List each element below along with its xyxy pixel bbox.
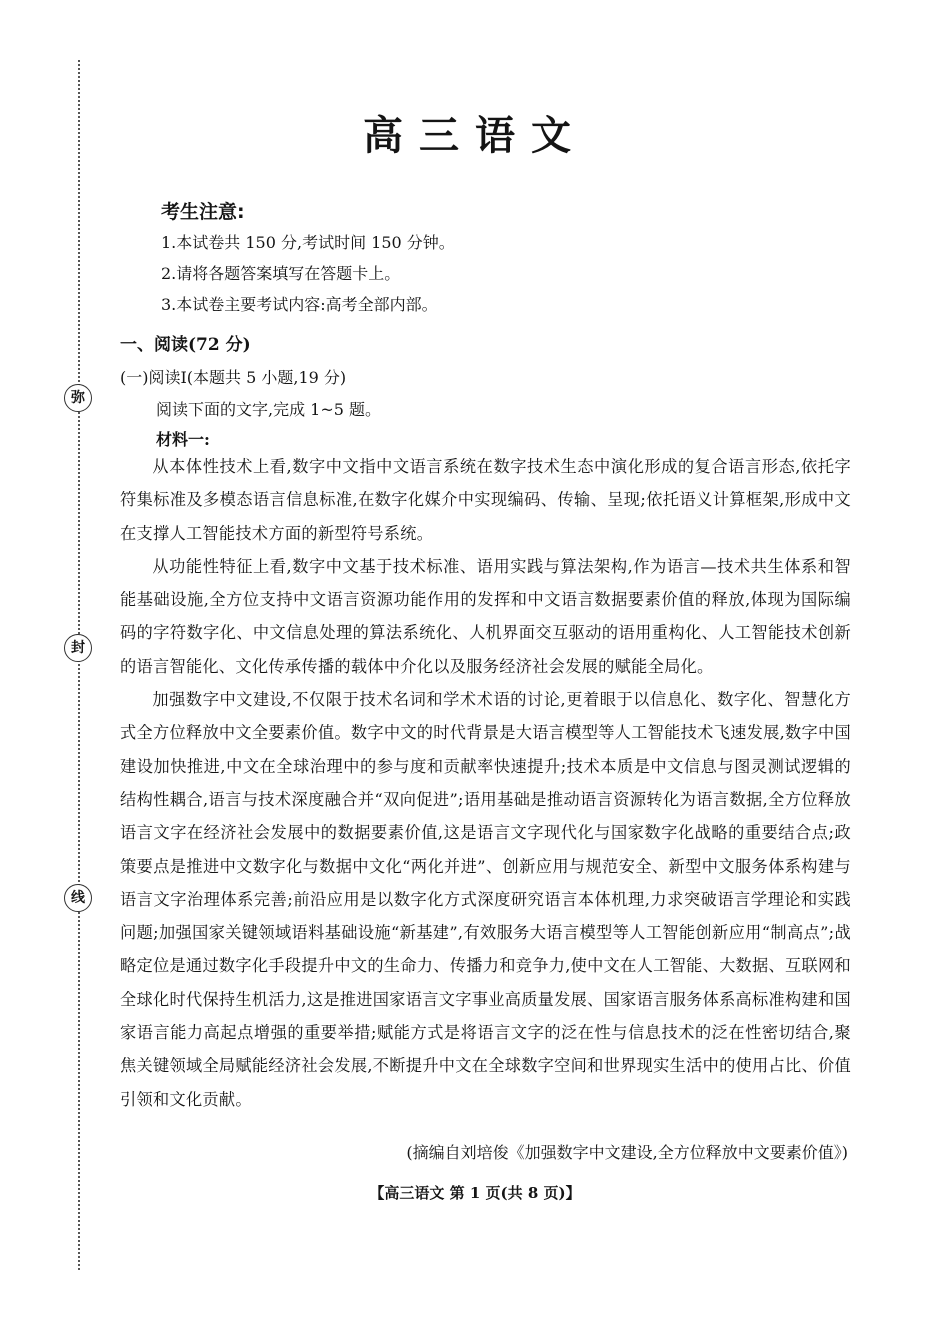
notice-heading: 考生注意: [161,201,245,223]
page-footer: 【高三语文 第 1 页(共 8 页)】 [369,1184,581,1202]
binding-dotted-line [78,60,80,1270]
sub-section-heading: (一)阅读Ⅰ(本题共 5 小题,19 分) [120,368,347,387]
notice-item: 1.本试卷共 150 分,考试时间 150 分钟。 [161,233,455,252]
notice-item: 2.请将各题答案填写在答题卡上。 [161,264,401,283]
binding-mark-mi: 弥 [64,384,92,412]
exam-notice [161,197,455,320]
binding-mark-xian: 线 [64,884,92,912]
reading-instruction: 阅读下面的文字,完成 1~5 题。 [156,400,382,419]
paragraph: 从功能性特征上看,数字中文基于技术标准、语用实践与算法架构,作为语言—技术共生体系和智能基础设施,全方位支持中文语言资源功能作用的发挥和中文语言数据要素价值的释放,体现为国际编码的字符数字化、中文信息处理的算法系统化、人机界面交互驱动的语用重构化、人工智能技术创新的语言智能化、文化传承传播的载体中介化以及服务经济社会发展的赋能全局化。 [120,556,851,676]
paragraph: 加强数字中文建设,不仅限于技术名词和学术术语的讨论,更着眼于以信息化、数字化、智慧化方式全方位释放中文全要素价值。数字中文的时代背景是大语言模型等人工智能技术飞速发展,数字中国建设加快推进,中文在全球治理中的参与度和贡献率快速提升;技术本质是中文信息与图灵测试逻辑的结构性耦合,语言与技术深度融合并“双向促进”;语用基础是推动语言资源转化为语言数据,全方位释放语言文字在经济社会发展中的数据要素价值,这是语言文字现代化与国家数字化战略的重要结合点;政策要点是推进中文数字化与数据中文化“两化并进”、创新应用与规范安全、新型中文服务体系构建与语言文字治理体系完善;前沿应用是以数字化方式深度研究语言本体机理,力求突破语言学理论和实践问题;加强国家关键领域语料基础设施“新基建”,有效服务大语言模型等人工智能创新应用“制高点”;战略定位是通过数字化手段提升中文的生命力、传播力和竞争力,使中文在人工智能、大数据、互联网和全球化时代保持生机活力,这是推进国家语言文字事业高质量发展、国家语言服务体系高标准构建和国家语言能力高起点增强的重要举措;赋能方式是将语言文字的泛在性与信息技术的泛在性密切结合,聚焦关键领域全局赋能经济社会发展,不断提升中文在全球数字空间和世界现实生活中的使用占比、价值引领和文化贡献。 [120,690,851,1109]
section-heading: 一、阅读(72 分) [120,335,251,355]
material-label: 材料一: [156,430,210,449]
source-citation: (摘编自刘培俊《加强数字中文建设,全方位释放中文要素价值》) [406,1143,848,1162]
paragraph: 从本体性技术上看,数字中文指中文语言系统在数字技术生态中演化形成的复合语言形态,依托字符集标准及多模态语言信息标准,在数字化媒介中实现编码、传输、呈现;依托语义计算框架,形成中文在支撑人工智能技术方面的新型符号系统。 [120,457,851,543]
notice-item: 3.本试卷主要考试内容:高考全部内部。 [161,295,438,314]
material-one-text [120,450,851,1116]
page-title: 高三语文 [363,113,587,159]
binding-mark-feng: 封 [64,634,92,662]
